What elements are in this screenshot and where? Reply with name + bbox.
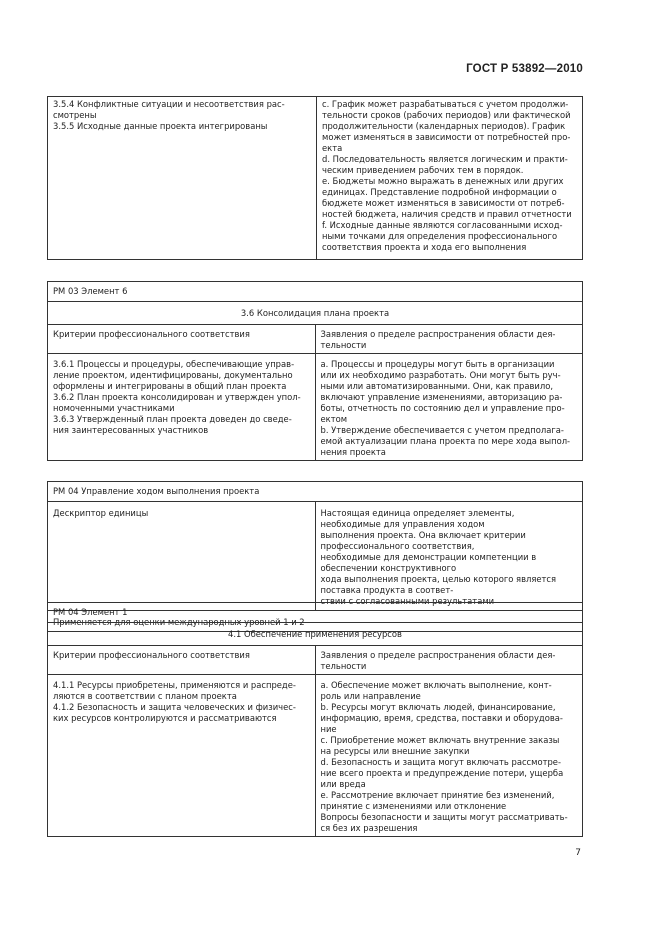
criteria-cell <box>48 354 316 461</box>
text-line: е. Бюджеты можно выражать в денежных или других <box>322 176 564 186</box>
text-line: b. Утверждение обеспечивается с учетом предполага- <box>320 425 564 435</box>
text-line: ляются в соответствии с планом проекта <box>53 691 237 701</box>
descriptor-text <box>315 502 583 611</box>
text-line: номоченными участниками <box>53 403 175 413</box>
text-line: емой актуализации плана проекта по мере хода выпол- <box>320 436 571 446</box>
text-line: 3.6.1 Процессы и процедуры, обеспечивающие управ- <box>53 359 295 369</box>
text-line: тельности сроков (рабочих периодов) или фактической <box>322 110 571 120</box>
text-line: ектом <box>320 414 348 424</box>
criteria-cell <box>48 97 317 260</box>
text-line: Настоящая единица определяет элементы, необходимые для управления ходом <box>320 508 515 529</box>
text-line: ческим приведением рабочих тем в порядок. <box>322 165 524 175</box>
text-line: Заявления о пределе распространения области дея- <box>320 329 556 339</box>
document-id: ГОСТ Р 53892—2010 <box>466 63 583 75</box>
table-title: РМ 04 Управление ходом выполнения проекта <box>48 482 583 502</box>
text-line: екта <box>322 143 343 153</box>
text-line: 3.5.5 Исходные данные проекта интегрированы <box>53 121 268 131</box>
text-line: Заявления о пределе распространения области дея- <box>320 650 556 660</box>
table-pm04-element1 <box>47 602 583 837</box>
column-header-criteria: Критерии профессионального соответствия <box>48 325 316 354</box>
text-line: принятие с изменениями или отклонение <box>320 801 507 811</box>
text-line: включают управление изменениями, авторизацию ра- <box>320 392 563 402</box>
criteria-lines <box>53 680 310 724</box>
text-line: нения проекта <box>320 447 386 457</box>
statement-lines <box>322 99 577 253</box>
text-line: продолжительности (календарных периодов). График <box>322 121 566 131</box>
table-title: РМ 03 Элемент 6 <box>48 282 583 302</box>
text-line: ся без их разрешения <box>320 823 418 833</box>
text-line: с. График может разрабатываться с учетом продолжи- <box>322 99 569 109</box>
column-header-lines <box>321 329 578 351</box>
text-line: d. Безопасность и защита могут включать рассмотре- <box>320 757 561 767</box>
text-line: или вреда <box>320 779 366 789</box>
statement-lines <box>321 680 578 834</box>
text-line: d. Последовательность является логическим и практи- <box>322 154 568 164</box>
text-line: е. Рассмотрение включает принятие без изменений, <box>320 790 555 800</box>
text-line: Вопросы безопасности и защиты могут рассматривать- <box>320 812 568 822</box>
column-header-statements <box>315 646 583 675</box>
text-line: информацию, время, средства, поставки и оборудова- <box>320 713 563 723</box>
text-line: необходимые для демонстрации компетенции в обеспечении конструктивного <box>320 552 537 573</box>
text-line: боты, отчетность по состоянию дел и управление про- <box>320 403 565 413</box>
table-title: РМ 04 Элемент 1 <box>48 603 583 623</box>
table-pm03-element6 <box>47 281 583 461</box>
text-line: 4.1.2 Безопасность и защита человеческих и физичес- <box>53 702 296 712</box>
text-line: 4.1.1 Ресурсы приобретены, применяются и распреде- <box>53 680 296 690</box>
statements-cell <box>315 675 583 837</box>
text-line: смотрены <box>53 110 97 120</box>
text-line: а. Процессы и процедуры могут быть в организации <box>320 359 555 369</box>
text-line: ление проектом, идентифицированы, документально <box>53 370 293 380</box>
text-line: оформлены и интегрированы в общий план проекта <box>53 381 287 391</box>
text-line: выполнения проекта. Она включает критерии профессионального соответствия, <box>320 530 526 551</box>
section-heading: 3.6 Консолидация плана проекта <box>48 302 583 325</box>
text-line: 3.5.4 Конфликтные ситуации и несоответствия рас- <box>53 99 285 109</box>
text-line: ние <box>320 724 337 734</box>
text-line: 3.6.2 План проекта консолидирован и утвержден упол- <box>53 392 301 402</box>
text-line: ными или автоматизированными. Они, как правило, <box>320 381 553 391</box>
text-line: ние всего проекта и предупреждение потери, ущерба <box>320 768 564 778</box>
text-line: а. Обеспечение может включать выполнение, конт- <box>320 680 552 690</box>
descriptor-label: Дескриптор единицы <box>48 502 316 611</box>
text-line: тельности <box>320 340 367 350</box>
text-line: с. Приобретение может включать внутренние заказы <box>320 735 560 745</box>
descriptor-lines <box>321 508 578 607</box>
criteria-lines <box>53 99 311 132</box>
text-line: тельности <box>320 661 367 671</box>
column-header-criteria: Критерии профессионального соответствия <box>48 646 316 675</box>
text-line: ствии с согласованными результатами <box>320 596 495 606</box>
text-line: хода выполнения проекта, целью которого является поставка продукта в соответ- <box>320 574 557 595</box>
text-line: бюджете может изменяться в зависимости от потреб- <box>322 198 565 208</box>
text-line: или их необходимо разработать. Они могут быть руч- <box>320 370 561 380</box>
statements-cell <box>317 97 583 260</box>
criteria-cell <box>48 675 316 837</box>
text-line: ких ресурсов контролируются и рассматриваются <box>53 713 277 723</box>
text-line: соответствия проекта и хода его выполнения <box>322 242 527 252</box>
text-line: f. Исходные данные являются согласованными исход- <box>322 220 563 230</box>
page-number: 7 <box>575 848 581 858</box>
text-line: ния заинтересованных участников <box>53 425 209 435</box>
column-header-lines <box>321 650 578 672</box>
text-line: ностей бюджета, наличия средств и правил отчетности <box>322 209 572 219</box>
applies-note: Применяется для оценки международных уровней 1 и 2 <box>48 611 583 632</box>
column-header-statements <box>315 325 583 354</box>
text-line: 3.6.3 Утвержденный план проекта доведен до сведе- <box>53 414 292 424</box>
text-line: на ресурсы или внешние закупки <box>320 746 470 756</box>
text-line: единицах. Представление подробной информации о <box>322 187 557 197</box>
criteria-lines <box>53 359 310 436</box>
text-line: роль или направление <box>320 691 421 701</box>
section-heading: 4.1 Обеспечение применения ресурсов <box>48 623 583 646</box>
text-line: может изменяться в зависимости от потребностей про- <box>322 132 571 142</box>
statements-cell <box>315 354 583 461</box>
table-continuation <box>47 96 583 260</box>
text-line: b. Ресурсы могут включать людей, финансирование, <box>320 702 556 712</box>
text-line: ными точками для определения профессионального <box>322 231 558 241</box>
statement-lines <box>321 359 578 458</box>
